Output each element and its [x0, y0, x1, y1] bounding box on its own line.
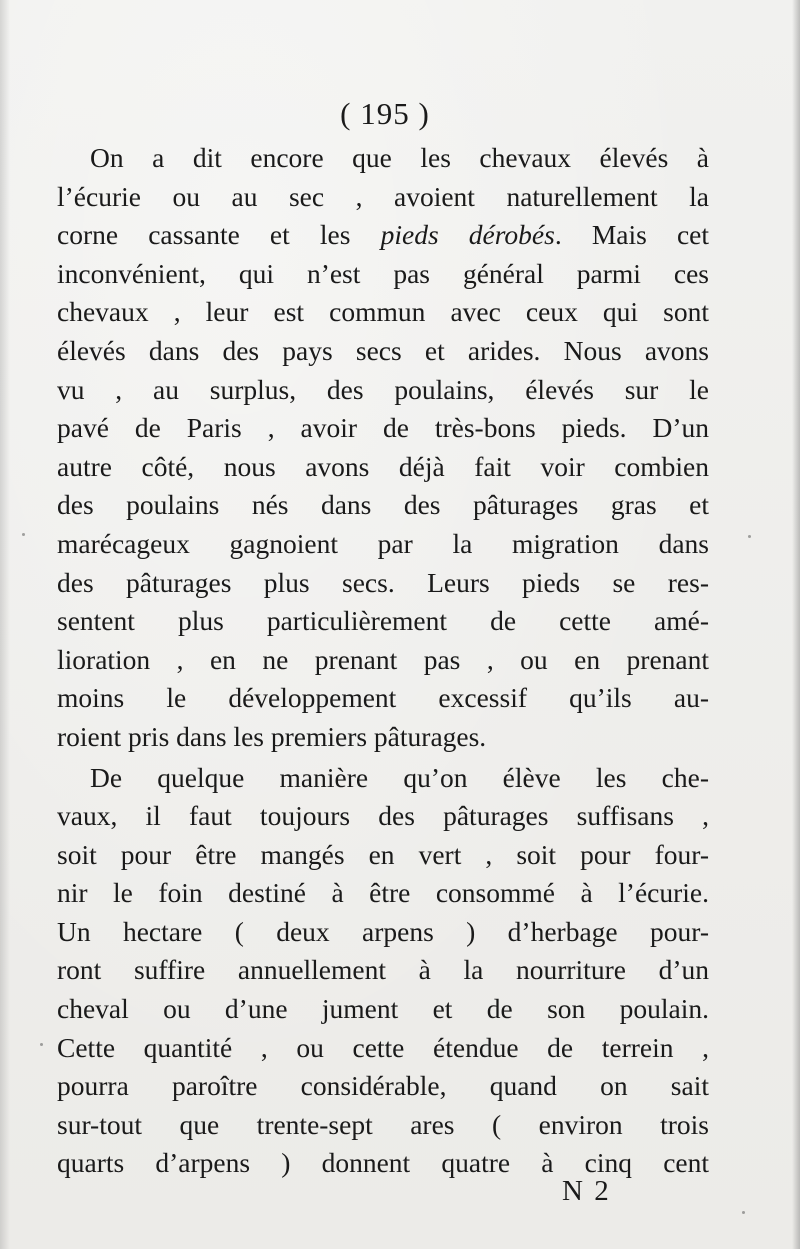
signature-mark: N 2	[562, 1175, 611, 1207]
text-line: Un hectare ( deux arpens ) d’herbage pour-	[57, 915, 709, 947]
text-line: des poulains nés dans des pâturages gras et	[57, 489, 709, 521]
paragraph-2	[57, 759, 709, 1184]
text-line: moins le développement excessif qu’ils au-	[57, 682, 709, 714]
text-line: roient pris dans les premiers pâturages.	[57, 720, 487, 752]
text-line: chevaux , leur est commun avec ceux qui sont	[57, 296, 709, 328]
text-line: autre côté, nous avons déjà fait voir combien	[57, 450, 709, 482]
text-line: quarts d’arpens ) donnent quatre à cinq cent	[57, 1147, 709, 1179]
page-left-edge-shadow	[0, 0, 10, 1249]
text-line: pavé de Paris , avoir de très-bons pieds. D’un	[57, 412, 709, 444]
italic-phrase: pieds dérobés	[380, 219, 555, 251]
text-line: lioration , en ne prenant pas , ou en prenant	[57, 643, 709, 675]
text-line: De quelque manière qu’on élève les che-	[90, 761, 709, 793]
text-line: Cette quantité , ou cette étendue de terrein ,	[57, 1031, 709, 1063]
text-line: pourra paroître considérable, quand on sait	[57, 1070, 709, 1102]
paper-speck	[40, 1043, 43, 1046]
paragraph-1	[57, 139, 709, 757]
text-line: marécageux gagnoient par la migration dans	[57, 527, 709, 559]
text-line: sur-tout que trente-sept ares ( environ trois	[57, 1108, 709, 1140]
text-line: ront suffire annuellement à la nourriture d’un	[57, 954, 709, 986]
text-line: On a dit encore que les chevaux élevés à	[90, 142, 709, 173]
text-line-with-italic: corne cassante et les pieds dérobés. Mais cet	[57, 219, 709, 251]
text-line: sentent plus particulièrement de cette amé-	[57, 605, 709, 637]
page-number: ( 195 )	[340, 96, 430, 131]
paper-speck	[748, 535, 751, 538]
text-line: nir le foin destiné à être consommé à l’écurie.	[57, 877, 709, 909]
page-right-edge-shadow	[792, 0, 800, 1249]
text-line: élevés dans des pays secs et arides. Nous avons	[57, 334, 709, 366]
text-line: soit pour être mangés en vert , soit pour four-	[57, 838, 709, 870]
paper-speck	[742, 1211, 745, 1214]
paper-speck	[22, 533, 25, 536]
text-line: cheval ou d’une jument et de son poulain.	[57, 993, 709, 1025]
text-line: des pâturages plus secs. Leurs pieds se res-	[57, 566, 709, 598]
body-text	[57, 139, 709, 1183]
text-line: l’écurie ou au sec , avoient naturellement la	[57, 180, 709, 212]
text-line: vu , au surplus, des poulains, élevés sur le	[57, 373, 709, 405]
text-line: vaux, il faut toujours des pâturages suffisans ,	[57, 800, 709, 832]
text-line: inconvénient, qui n’est pas général parmi ces	[57, 257, 709, 289]
